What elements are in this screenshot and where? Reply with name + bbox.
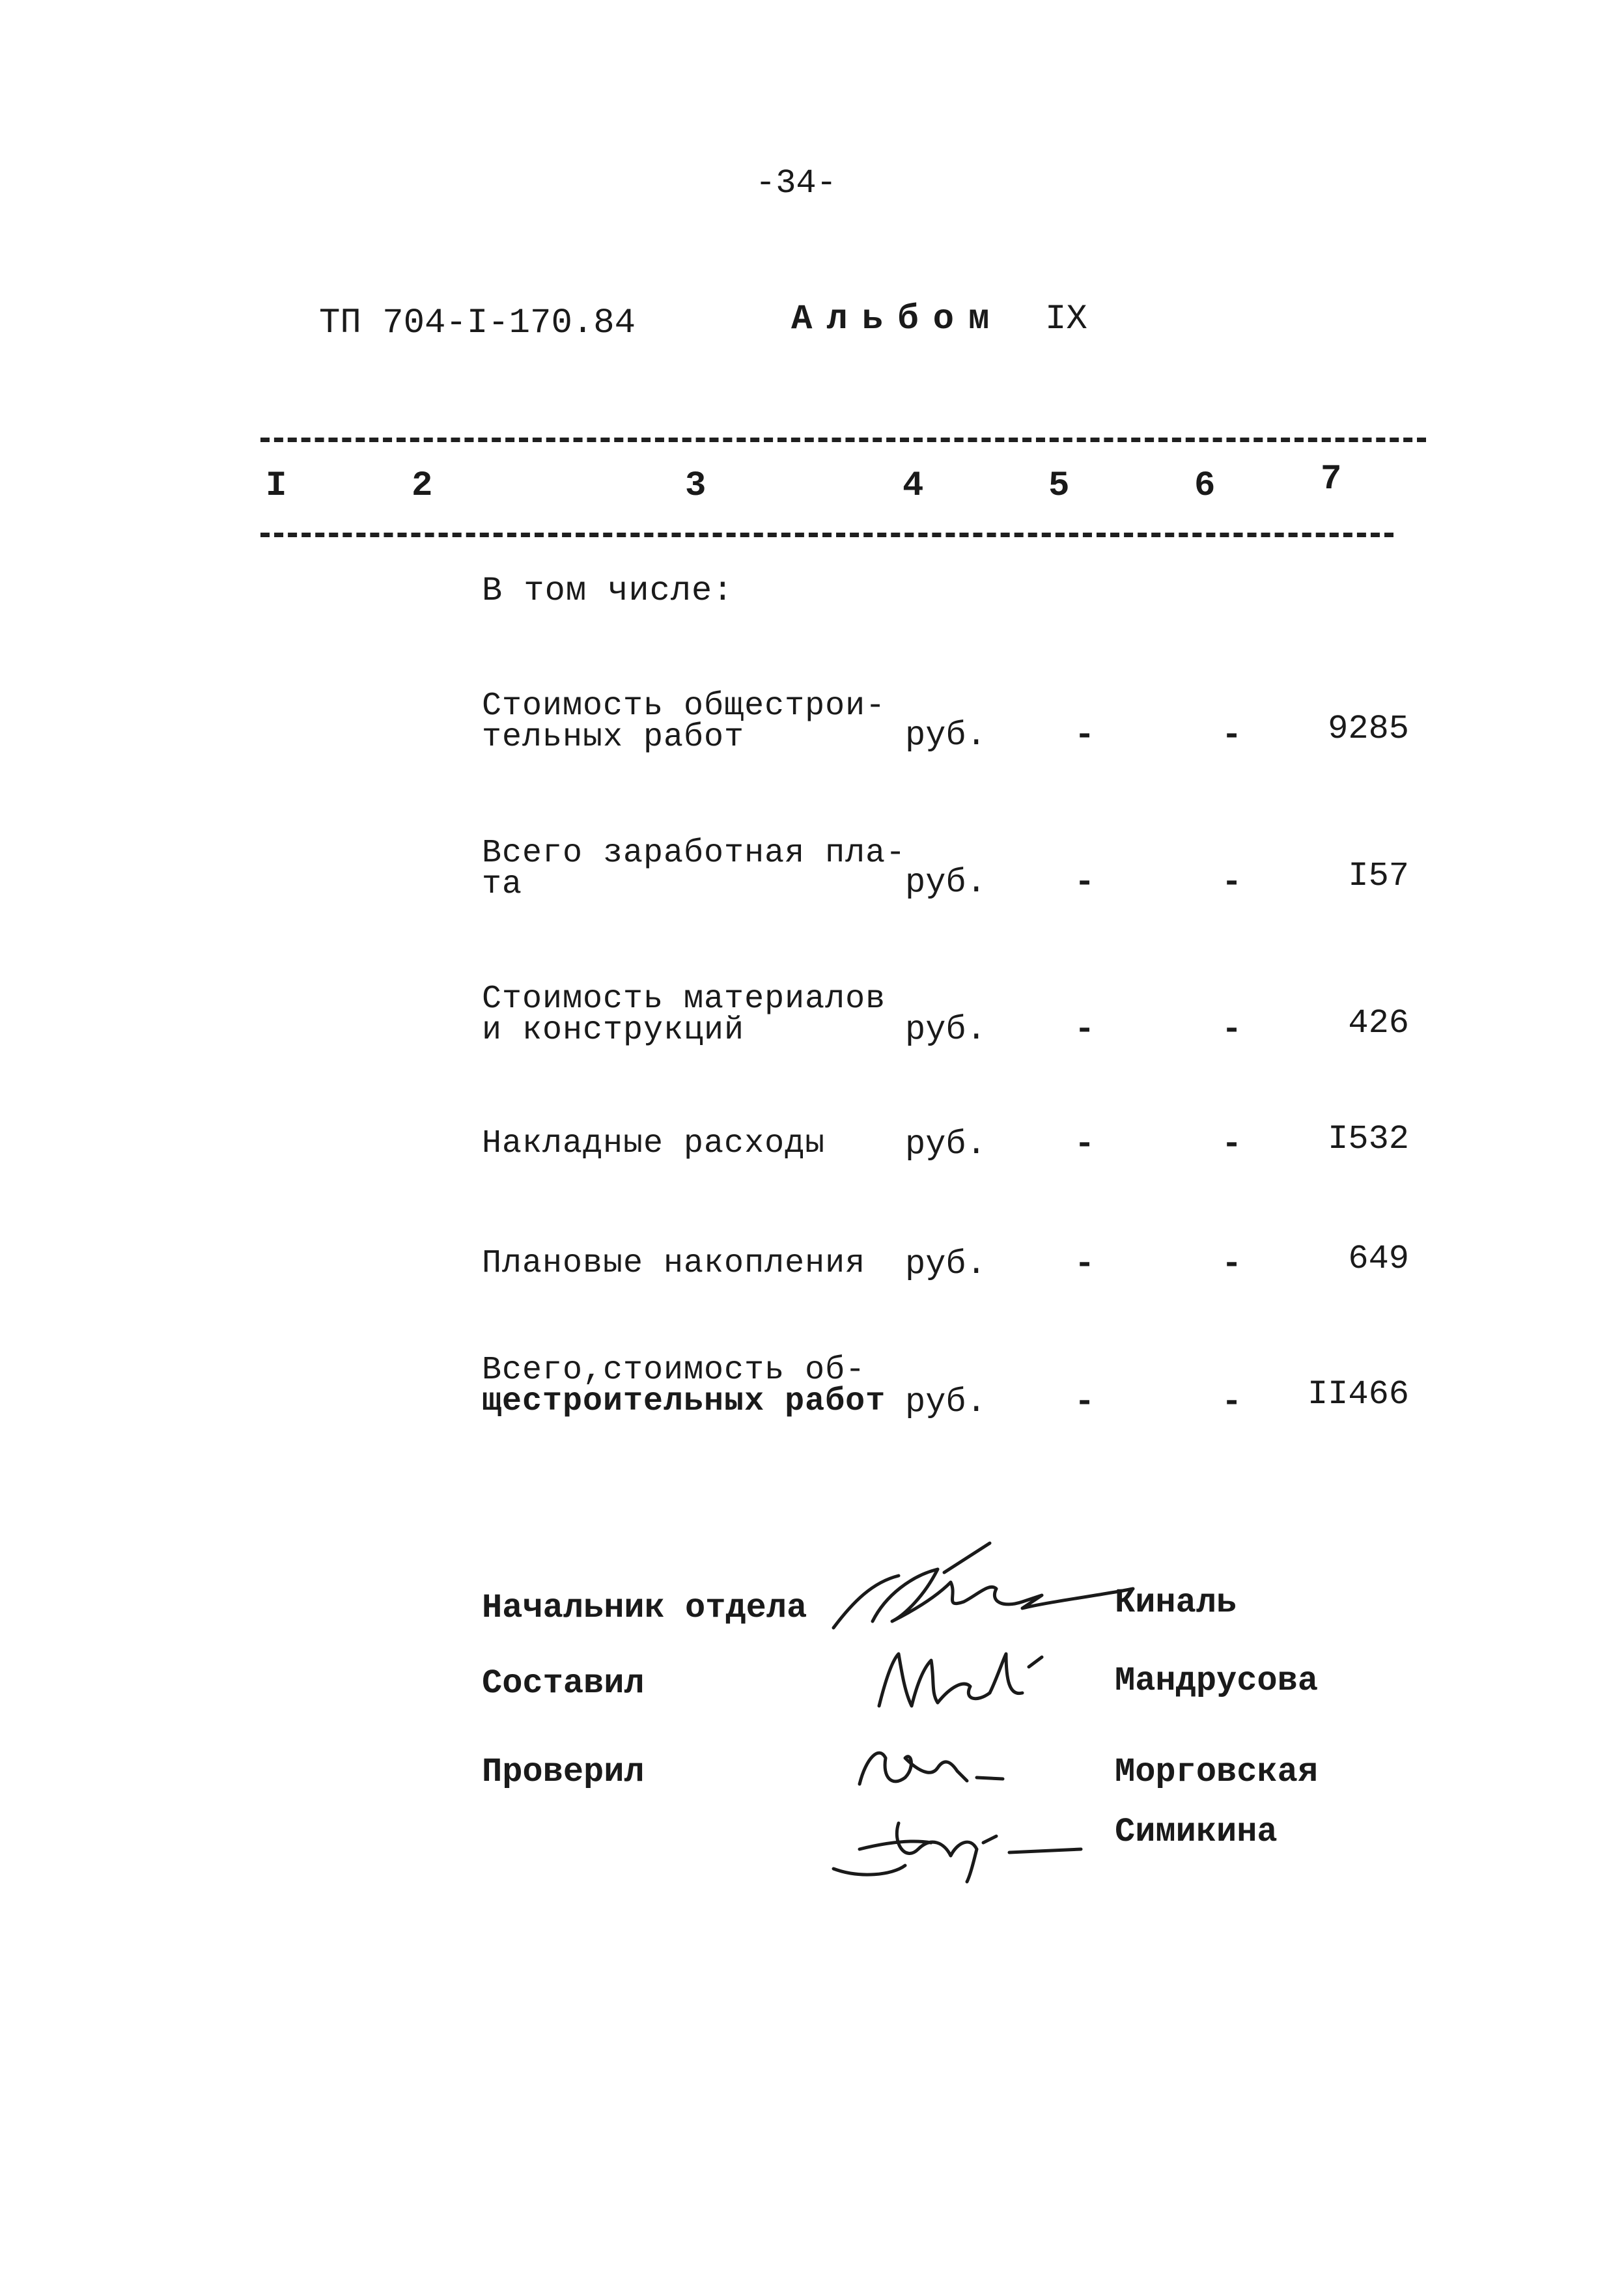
- row-3-col5: -: [1074, 1011, 1095, 1049]
- row-1-label-line1: Стоимость общестрои-: [482, 688, 886, 725]
- signature-4-handwriting: [820, 1804, 1094, 1888]
- row-3-label-line1: Стоимость материалов: [482, 981, 886, 1018]
- signatory-name-2: Мандрусова: [1115, 1662, 1319, 1700]
- page-number: -34-: [755, 164, 837, 202]
- row-2-col6: -: [1222, 863, 1242, 902]
- row-5-label-line1: Плановые накопления: [482, 1245, 866, 1282]
- row-4-label-line1: Накладные расходы: [482, 1125, 826, 1162]
- column-header-6: 6: [1194, 466, 1216, 506]
- column-header-4: 4: [903, 466, 924, 506]
- row-4-value: I532: [1328, 1120, 1409, 1158]
- row-4-unit: руб.: [905, 1125, 987, 1164]
- signature-role-checked: Проверил: [482, 1753, 645, 1791]
- column-header-1: I: [266, 466, 287, 506]
- row-1-col5: -: [1074, 716, 1095, 755]
- row-5-col5: -: [1074, 1245, 1095, 1283]
- row-5-col6: -: [1222, 1245, 1242, 1283]
- row-1-col6: -: [1222, 716, 1242, 755]
- row-5-unit: руб.: [905, 1245, 987, 1283]
- row-2-label-line1: Всего заработная пла-: [482, 835, 906, 872]
- row-5-value: 649: [1348, 1240, 1409, 1278]
- column-header-3: 3: [685, 466, 707, 506]
- column-header-2: 2: [412, 466, 433, 506]
- row-6-unit: руб.: [905, 1383, 987, 1421]
- signature-3-handwriting: [853, 1732, 1048, 1804]
- row-4-col5: -: [1074, 1125, 1095, 1164]
- document-code: ТП 704-I-170.84: [319, 303, 636, 343]
- row-6-col6: -: [1222, 1383, 1242, 1421]
- row-3-value: 426: [1348, 1004, 1409, 1042]
- signature-2-handwriting: [866, 1641, 1061, 1719]
- table-header-rule: [260, 533, 1393, 537]
- signature-role-head: Начальник отдела: [482, 1589, 807, 1627]
- row-4-col6: -: [1222, 1125, 1242, 1164]
- column-header-5: 5: [1048, 466, 1070, 506]
- signatory-name-1: Киналь: [1115, 1584, 1237, 1622]
- row-3-unit: руб.: [905, 1011, 987, 1049]
- album-label: Альбом: [791, 300, 1004, 339]
- table-top-rule: [260, 438, 1426, 442]
- intro-text: В том числе:: [482, 572, 734, 610]
- row-6-label-line2: щестроительных работ: [482, 1383, 886, 1420]
- signatory-name-3: Морговская: [1115, 1753, 1319, 1791]
- row-2-unit: руб.: [905, 863, 987, 902]
- signatory-name-4: Симикина: [1115, 1813, 1278, 1851]
- row-2-value: I57: [1348, 857, 1409, 895]
- row-1-unit: руб.: [905, 716, 987, 755]
- album-number: IX: [1045, 300, 1087, 339]
- row-6-col5: -: [1074, 1383, 1095, 1421]
- row-3-col6: -: [1222, 1011, 1242, 1049]
- row-6-label-line1: Всего,стоимость об-: [482, 1352, 866, 1389]
- column-header-7: 7: [1321, 460, 1342, 499]
- row-1-label-line2: тельных работ: [482, 719, 745, 756]
- signature-role-compiled: Составил: [482, 1664, 645, 1703]
- row-1-value: 9285: [1328, 710, 1409, 748]
- row-3-label-line2: и конструкций: [482, 1012, 745, 1049]
- signature-1-handwriting: [827, 1537, 1140, 1641]
- row-6-value: II466: [1307, 1375, 1409, 1414]
- row-2-col5: -: [1074, 863, 1095, 902]
- row-2-label-line2: та: [482, 866, 523, 903]
